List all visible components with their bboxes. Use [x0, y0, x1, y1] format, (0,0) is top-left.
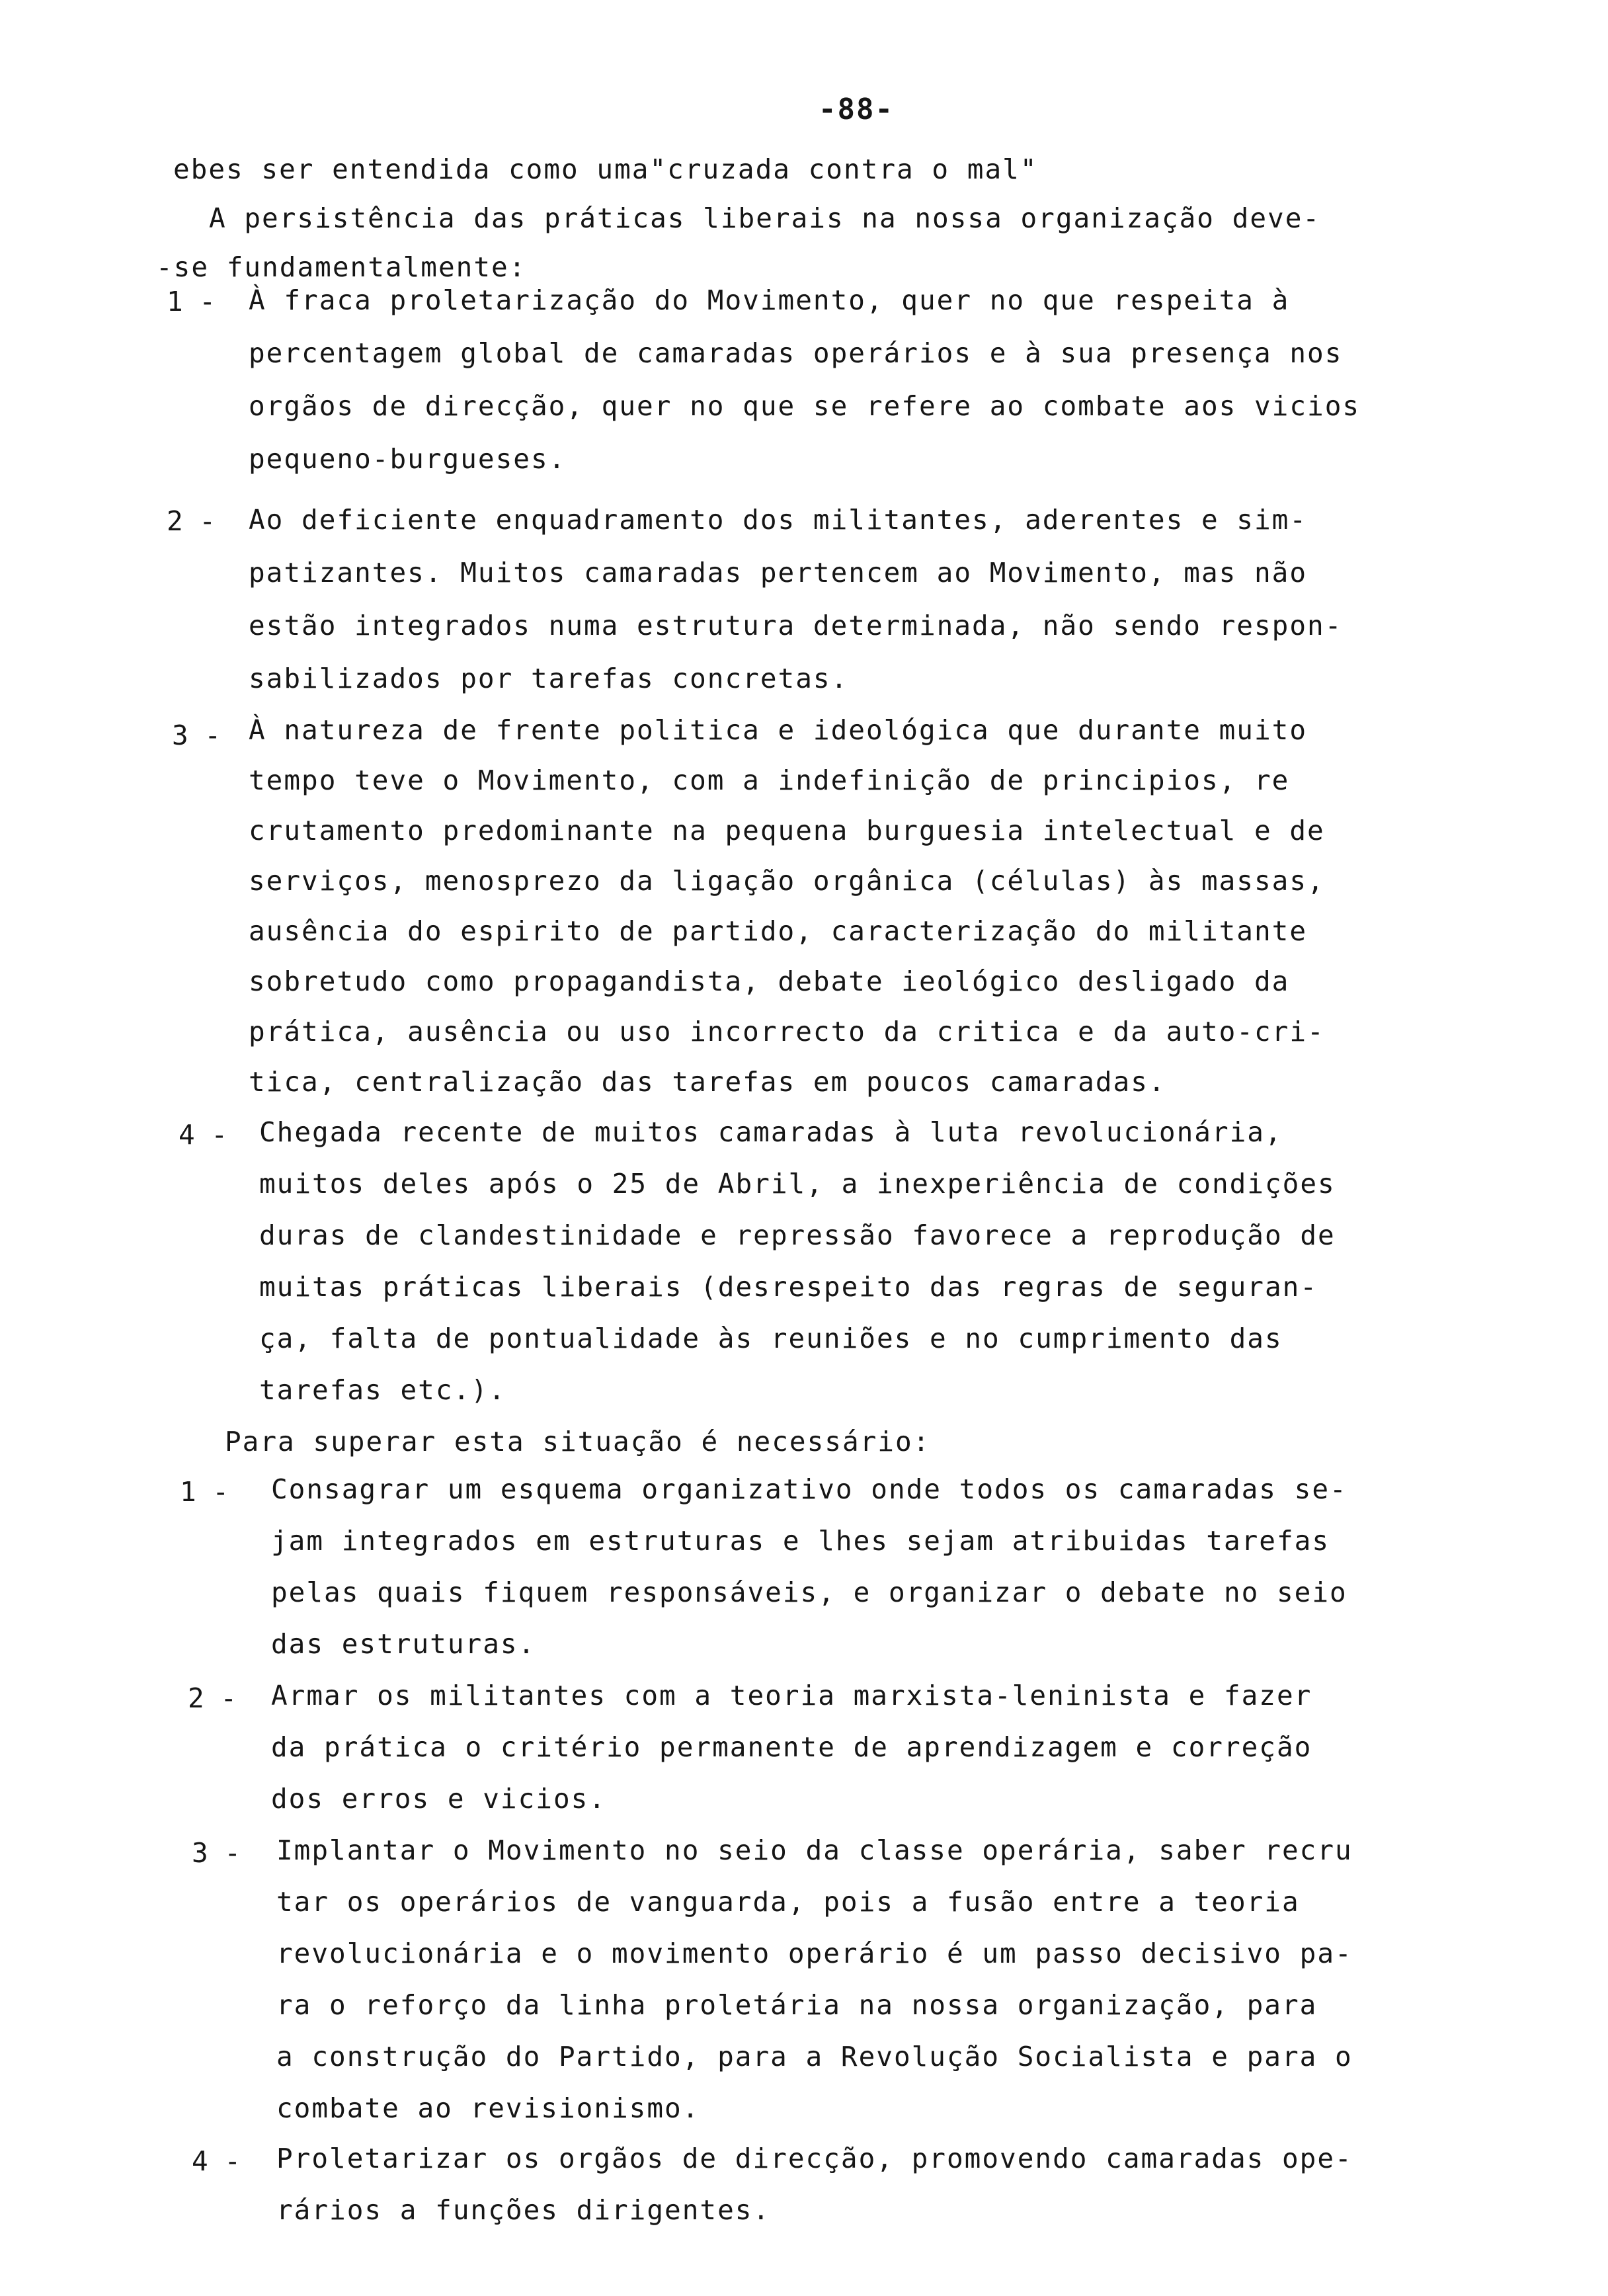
text-line: das estruturas.: [271, 1628, 536, 1660]
text-line: tarefas etc.).: [259, 1374, 506, 1406]
text-line: Armar os militantes com a teoria marxista-leninista e fazer: [271, 1680, 1312, 1711]
text-line: dos erros e vicios.: [271, 1783, 606, 1815]
list-number: 3 -: [192, 1837, 241, 1869]
text-line: tar os operários de vanguarda, pois a fusão entre a teoria: [276, 1886, 1300, 1918]
text-line: pequeno-burgueses.: [249, 443, 567, 475]
text-line: prática, ausência ou uso incorrecto da critica e da auto-cri-: [249, 1016, 1325, 1047]
text-line: duras de clandestinidade e repressão favorece a reprodução de: [259, 1219, 1336, 1251]
text-line: rários a funções dirigentes.: [276, 2194, 771, 2226]
text-line: crutamento predominante na pequena burguesia intelectual e de: [249, 815, 1325, 846]
text-line: combate ao revisionismo.: [276, 2092, 700, 2124]
list-number: 2 -: [188, 1682, 237, 1714]
text-line: tempo teve o Movimento, com a indefinição de principios, re: [249, 764, 1290, 796]
text-line: A persistência das práticas liberais na nossa organização deve-: [209, 202, 1321, 234]
text-line: sabilizados por tarefas concretas.: [249, 663, 849, 694]
text-line: -se fundamentalmente:: [156, 251, 527, 283]
text-line: muitos deles após o 25 de Abril, a inexperiência de condições: [259, 1168, 1336, 1200]
text-line: ça, falta de pontualidade às reuniões e no cumprimento das: [259, 1323, 1283, 1354]
text-line: ebes ser entendida como uma"cruzada contra o mal": [173, 153, 1038, 185]
text-line: pelas quais fiquem responsáveis, e organizar o debate no seio: [271, 1577, 1347, 1608]
text-line: sobretudo como propagandista, debate ieológico desligado da: [249, 965, 1290, 997]
text-line: muitas práticas liberais (desrespeito das regras de seguran-: [259, 1271, 1318, 1303]
text-line: Ao deficiente enquadramento dos militantes, aderentes e sim-: [249, 504, 1308, 536]
text-line: ra o reforço da linha proletária na nossa organização, para: [276, 1989, 1318, 2021]
text-line: serviços, menosprezo da ligação orgânica (células) às massas,: [249, 865, 1325, 897]
list-number: 4 -: [192, 2145, 241, 2177]
text-line: percentagem global de camaradas operários e à sua presença nos: [249, 337, 1343, 369]
text-line: a construção do Partido, para a Revolução Socialista e para o: [276, 2041, 1353, 2072]
list-number: 3 -: [172, 719, 221, 751]
list-number: 2 -: [167, 505, 216, 537]
list-number: 1 -: [180, 1476, 229, 1508]
page-number: -88-: [819, 93, 894, 126]
text-line: Para superar esta situação é necessário:: [225, 1426, 931, 1457]
text-line: Implantar o Movimento no seio da classe operária, saber recru: [276, 1834, 1353, 1866]
text-line: estão integrados numa estrutura determinada, não sendo respon-: [249, 610, 1343, 641]
text-line: Proletarizar os orgãos de direcção, promovendo camaradas ope-: [276, 2143, 1353, 2174]
text-line: Chegada recente de muitos camaradas à luta revolucionária,: [259, 1116, 1283, 1148]
text-line: revolucionária e o movimento operário é um passo decisivo pa-: [276, 1938, 1353, 1969]
text-line: À fraca proletarização do Movimento, quer no que respeita à: [249, 284, 1290, 316]
text-line: À natureza de frente politica e ideológica que durante muito: [249, 714, 1308, 746]
text-line: ausência do espirito de partido, caracterização do militante: [249, 915, 1308, 947]
text-line: tica, centralização das tarefas em poucos camaradas.: [249, 1066, 1166, 1098]
text-line: Consagrar um esquema organizativo onde todos os camaradas se-: [271, 1473, 1347, 1505]
text-line: jam integrados em estruturas e lhes sejam atribuidas tarefas: [271, 1525, 1330, 1557]
text-line: patizantes. Muitos camaradas pertencem ao Movimento, mas não: [249, 557, 1308, 589]
list-number: 1 -: [167, 286, 216, 317]
text-line: da prática o critério permanente de aprendizagem e correção: [271, 1731, 1312, 1763]
list-number: 4 -: [179, 1119, 228, 1151]
text-line: orgãos de direcção, quer no que se refere ao combate aos vicios: [249, 390, 1361, 422]
